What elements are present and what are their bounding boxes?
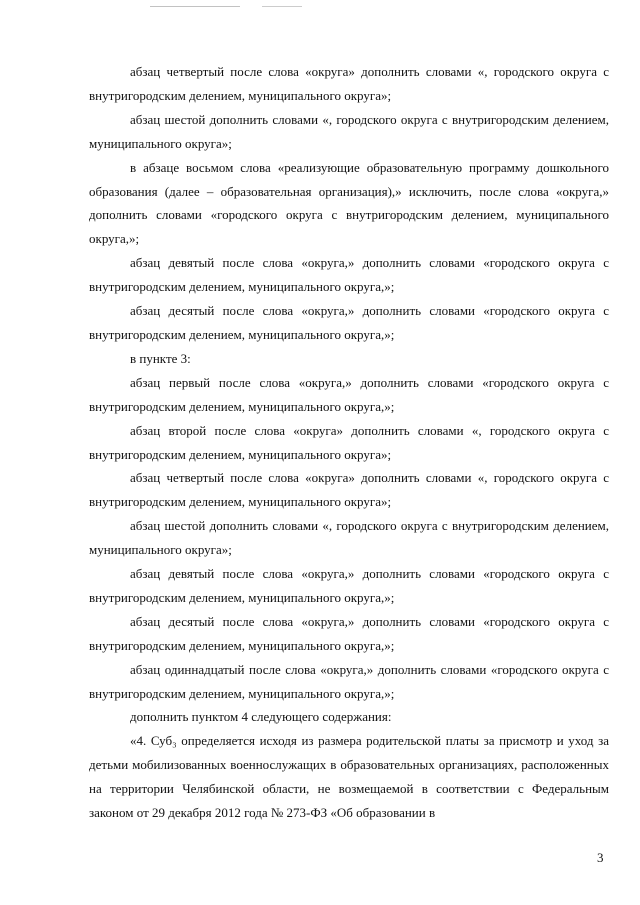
page-number: 3: [597, 850, 604, 865]
scan-artifact-line: [262, 6, 302, 7]
paragraph: абзац одиннадцатый после слова «округа,» дополнить словами «городского округа с внутригородским делением, муниципального округа,»;: [89, 661, 609, 701]
paragraph: абзац девятый после слова «округа,» дополнить словами «городского округа с внутригородским делением, муниципального округа,»;: [89, 255, 609, 295]
document-body: [89, 60, 609, 825]
paragraph: абзац шестой дополнить словами «, городского округа с внутригородским делением, муниципального округа»;: [89, 518, 609, 558]
paragraph: в пункте 3:: [130, 350, 191, 366]
paragraph: абзац четвертый после слова «округа» дополнить словами «, городского округа с внутригородским делением, муниципального округа»;: [89, 64, 609, 103]
paragraph: абзац второй после слова «округа» дополнить словами «, городского округа с внутригородским делением, муниципального округа»;: [89, 422, 609, 462]
paragraph: в абзаце восьмом слова «реализующие образовательную программу дошкольного образования (далее – образовательная организация),» исключить, после слова «округа,» дополнить словами «городского округа с внутригородским делением, муниципального округа,»;: [89, 159, 609, 247]
paragraph: дополнить пунктом 4 следующего содержания:: [130, 709, 392, 725]
paragraph: абзац четвертый после слова «округа» дополнить словами «, городского округа с внутригородским делением, муниципального округа»;: [89, 470, 609, 510]
paragraph: абзац шестой дополнить словами «, городского округа с внутригородским делением, муниципального округа»;: [89, 111, 609, 151]
paragraph: абзац десятый после слова «округа,» дополнить словами «городского округа с внутригородским делением, муниципального округа,»;: [89, 303, 609, 342]
paragraph: абзац девятый после слова «округа,» дополнить словами «городского округа с внутригородским делением, муниципального округа,»;: [89, 566, 609, 605]
paragraph: абзац первый после слова «округа,» дополнить словами «городского округа с внутригородским делением, муниципального округа,»;: [89, 374, 609, 414]
paragraph: «4. Суб₃ определяется исходя из размера родительской платы за присмотр и уход за детьми мобилизованных военнослужащих в образовательных организациях, расположенных на территории Челябинской области, не возмещаемой в соответствии с Федеральным законом от 29 декабря 2012 года № 273-ФЗ «Об образовании в: [89, 733, 609, 821]
scan-artifact-line: [150, 6, 240, 7]
paragraph: абзац десятый после слова «округа,» дополнить словами «городского округа с внутригородским делением, муниципального округа,»;: [89, 613, 609, 653]
